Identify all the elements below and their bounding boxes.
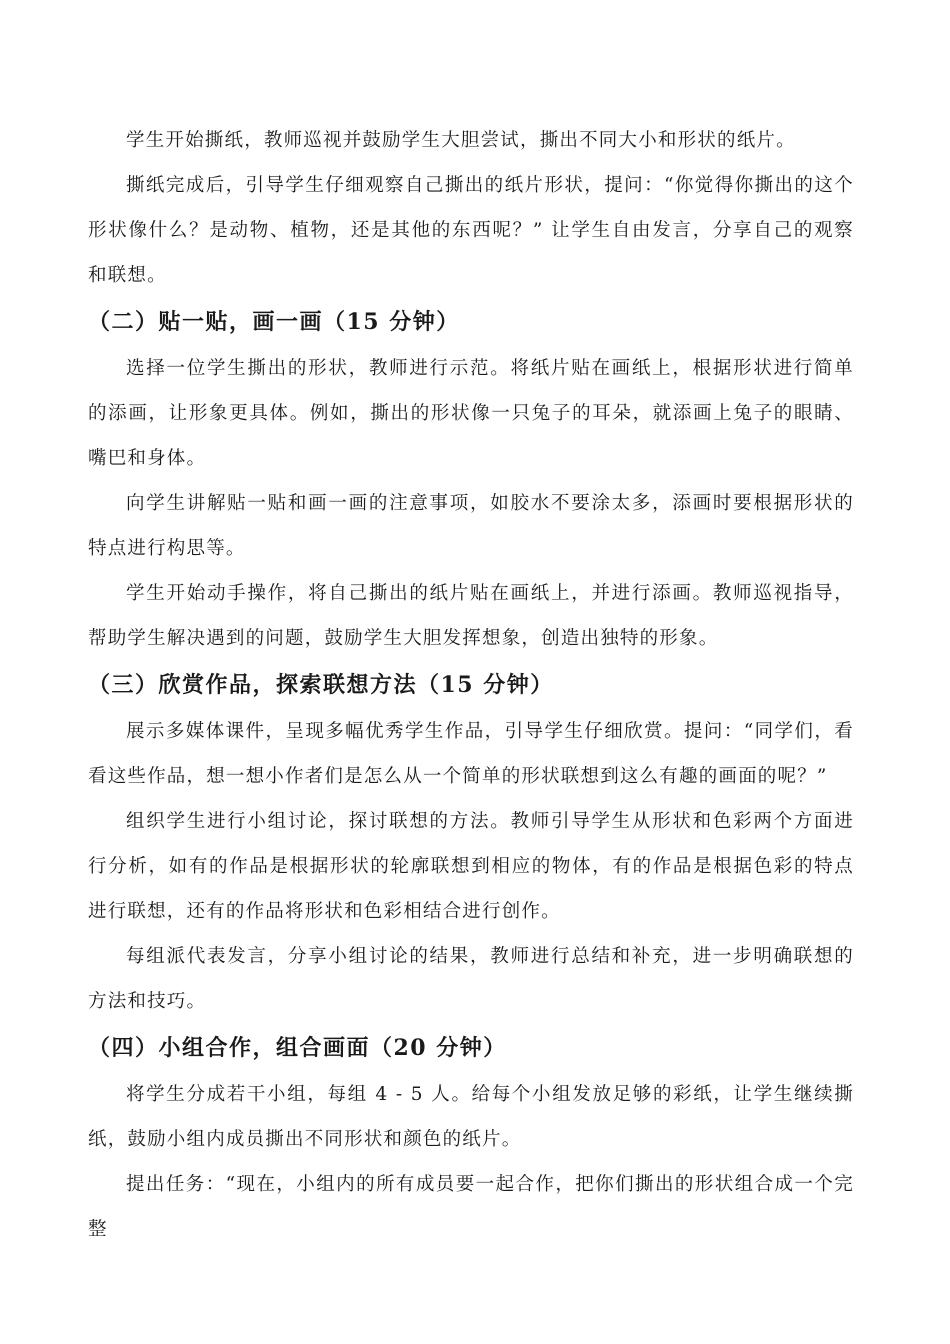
paragraph: 展示多媒体课件，呈现多幅优秀学生作品，引导学生仔细欣赏。提问：“同学们，看看这些作品，想一想小作者们是怎么从一个简单的形状联想到这么有趣的画面的呢？”: [88, 721, 854, 787]
section-heading: （三）欣赏作品，探索联想方法（15 分钟）: [88, 672, 554, 698]
paragraph: 选择一位学生撕出的形状，教师进行示范。将纸片贴在画纸上，根据形状进行简单的添画，让形象更具体。例如，撕出的形状像一只兔子的耳朵，就添画上兔子的眼睛、嘴巴和身体。: [88, 358, 854, 469]
section-heading: （四）小组合作，组合画面（20 分钟）: [88, 1035, 507, 1061]
document-page: [88, 118, 854, 1252]
paragraph: 学生开始撕纸，教师巡视并鼓励学生大胆尝试，撕出不同大小和形状的纸片。: [126, 130, 796, 151]
paragraph: 撕纸完成后，引导学生仔细观察自己撕出的纸片形状，提问：“你觉得你撕出的这个形状像什么？是动物、植物，还是其他的东西呢？” 让学生自由发言，分享自己的观察和联想。: [88, 175, 854, 286]
paragraph: 组织学生进行小组讨论，探讨联想的方法。教师引导学生从形状和色彩两个方面进行分析，如有的作品是根据形状的轮廓联想到相应的物体，有的作品是根据色彩的特点进行联想，还有的作品将形状和色彩相结合进行创作。: [88, 811, 854, 922]
paragraph: 学生开始动手操作，将自己撕出的纸片贴在画纸上，并进行添画。教师巡视指导，帮助学生解决遇到的问题，鼓励学生大胆发挥想象，创造出独特的形象。: [88, 583, 854, 649]
paragraph: 每组派代表发言，分享小组讨论的结果，教师进行总结和补充，进一步明确联想的方法和技巧。: [88, 946, 854, 1012]
paragraph: 提出任务：“现在，小组内的所有成员要一起合作，把你们撕出的形状组合成一个完整: [88, 1174, 854, 1240]
section-heading: （二）贴一贴，画一画（15 分钟）: [88, 309, 460, 335]
paragraph: 将学生分成若干小组，每组 4 - 5 人。给每个小组发放足够的彩纸，让学生继续撕纸，鼓励小组内成员撕出不同形状和颜色的纸片。: [88, 1084, 854, 1150]
paragraph: 向学生讲解贴一贴和画一画的注意事项，如胶水不要涂太多，添画时要根据形状的特点进行构思等。: [88, 493, 854, 559]
